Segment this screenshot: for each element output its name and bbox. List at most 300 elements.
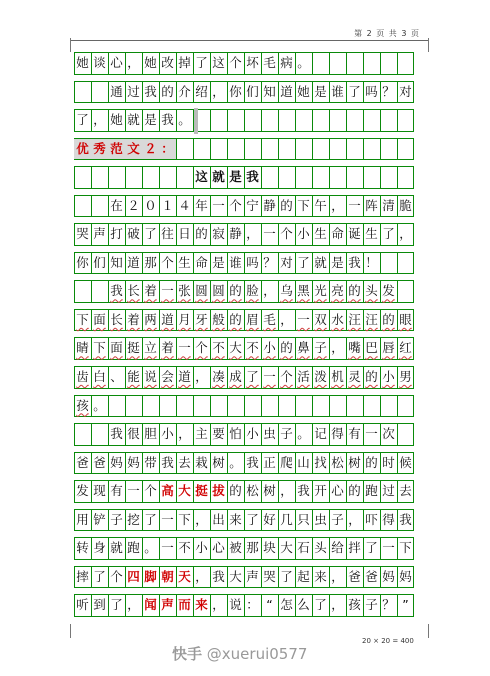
grid-cell: 说 [229,597,242,613]
watermark-brand: 快手 [172,645,203,663]
grid-cell: 一 [161,511,174,527]
grid-cell: 怕 [229,426,242,442]
grid-cell: 不 [246,340,259,356]
grid-cell: 坏 [246,55,259,71]
grid-cell: 静 [263,197,276,213]
grid-cell: 圆 [195,283,208,299]
grid-cell: 秀 [91,139,108,160]
grid-row [74,480,414,503]
grid-cell: ２ [142,139,159,160]
grid-cell: 的 [195,226,208,242]
grid-cell: 病 [280,55,293,71]
grid-cell: 我 [297,483,310,499]
grid-cell: ， [212,597,225,613]
grid-cell: 小 [382,369,395,385]
grid-cell: 跑 [127,540,140,556]
grid-cell: 一 [161,540,174,556]
grid-cell: 来 [195,597,208,613]
grid-cell [176,167,193,188]
grid-cell: 一 [178,340,191,356]
grid-cell: ： [159,139,176,160]
grid-row [74,423,414,446]
grid-cell: ０ [144,197,157,213]
grid-cell: 发 [382,283,395,299]
grid-cell: 机 [331,369,344,385]
grid-cell: 妈 [127,454,140,470]
grid-cell: 来 [229,511,242,527]
grid-cell: 妈 [110,454,123,470]
grid-cell: 带 [144,454,157,470]
grid-cell: 妈 [399,568,412,584]
grid-cell: 哭 [263,568,276,584]
grid-cell: 得 [382,511,395,527]
grid-cell: 长 [127,283,140,299]
grid-cell: 是 [212,254,225,270]
grid-cell: 。 [297,426,310,442]
grid-cell: 过 [382,483,395,499]
grid-cell: 光 [314,283,327,299]
grid-cell: 天 [178,568,191,584]
grid-cell: 谈 [93,55,106,71]
grid-cell: 一 [263,369,276,385]
grid-cell: ？ [382,83,395,99]
grid-cell: 寂 [212,226,225,242]
grid-cell: 栽 [195,454,208,470]
grid-cell: 心 [110,55,123,71]
grid-cell: 凑 [212,369,225,385]
grid-cell: 的 [161,83,174,99]
grid-row [74,81,414,104]
grid-cell: 记 [314,426,327,442]
grid-cell [74,424,91,445]
grid-cell: 块 [263,540,276,556]
grid-cell: 虫 [263,426,276,442]
grid-cell: 开 [314,483,327,499]
grid-cell: ！ [365,254,378,270]
grid-cell: ， [195,369,208,385]
grid-cell: 妈 [382,568,395,584]
grid-cell [91,167,108,188]
grid-cell: 心 [331,483,344,499]
grid-cell: 。 [93,397,106,413]
grid-cell: ， [195,511,208,527]
grid-cell: 一 [161,283,174,299]
grid-cell: 命 [195,254,208,270]
grid-cell: 一 [365,426,378,442]
grid-cell: 了 [297,254,310,270]
grid-size-footer: 20 × 20 = 400 [362,637,414,645]
grid-cell: 摔 [76,568,89,584]
grid-cell: 吗 [246,254,259,270]
grid-cell: 头 [365,283,378,299]
grid-cell: 们 [93,254,106,270]
grid-cell: 挖 [127,511,140,527]
grid-cell: 几 [280,511,293,527]
grid-cell: 有 [348,426,361,442]
grid-cell: 声 [161,597,174,613]
grid-cell: 午 [314,197,327,213]
grid-cell: 对 [280,254,293,270]
grid-cell: 会 [161,369,174,385]
grid-cell: 不 [178,540,191,556]
grid-cell: 山 [297,454,310,470]
grid-cell: 大 [178,483,191,499]
grid-cell: ， [280,311,293,327]
grid-cell: 小 [161,426,174,442]
grid-cell: 爸 [93,454,106,470]
grid-cell: 道 [178,369,191,385]
grid-cell: 吓 [365,511,378,527]
grid-cell: 的 [365,454,378,470]
grid-cell: 牙 [195,311,208,327]
grid-cell: 声 [93,226,106,242]
grid-cell: 大 [229,568,242,584]
grid-cell: ， [195,568,208,584]
grid-cell: 一 [297,311,310,327]
grid-cell: 脸 [246,283,259,299]
grid-cell: 我 [110,426,123,442]
grid-cell: 的 [229,283,242,299]
grid-cell: ４ [178,197,191,213]
grid-cell: 子 [280,426,293,442]
grid-cell: 心 [212,540,225,556]
crop-mark-top-left [70,38,71,52]
grid-cell [91,281,108,302]
grid-cell: 长 [110,311,123,327]
grid-cell: 来 [314,568,327,584]
grid-cell: 爸 [348,568,361,584]
grid-cell: 子 [110,511,123,527]
grid-cell: 下 [93,340,106,356]
grid-cell: 是 [314,83,327,99]
header-rule [70,40,428,41]
grid-cell: 吗 [365,83,378,99]
grid-cell: 是 [229,169,242,185]
grid-cell: 的 [365,369,378,385]
grid-cell: 谁 [229,254,242,270]
grid-cell: 给 [331,540,344,556]
grid-cell: 个 [195,340,208,356]
grid-cell: 你 [229,83,242,99]
grid-cell: 清 [382,197,395,213]
grid-cell: 了 [314,597,327,613]
grid-cell: 张 [178,283,191,299]
grid-cell: 个 [229,55,242,71]
grid-cell: 的 [382,311,395,327]
grid-cell: 树 [212,454,225,470]
watermark-handle: @xuerui0577 [206,645,308,663]
grid-cell: 睛 [76,340,89,356]
text-cursor [194,108,198,134]
grid-row [74,509,414,532]
grid-cell: 乌 [280,283,293,299]
grid-cell: 齿 [76,369,89,385]
grid-cell: 跑 [365,483,378,499]
grid-cell: １ [161,197,174,213]
grid-cell: 去 [399,483,412,499]
grid-cell: ， [331,340,344,356]
grid-cell: 生 [314,226,327,242]
grid-cell: 着 [144,283,157,299]
grid-row [74,195,414,218]
grid-cell: 出 [212,511,225,527]
grid-cell: 就 [127,112,140,128]
grid-cell: 时 [382,454,395,470]
grid-cell: 下 [399,540,412,556]
grid-cell: 正 [263,454,276,470]
grid-cell: 哭 [76,226,89,242]
grid-cell: 对 [399,83,412,99]
grid-cell: 泼 [314,369,327,385]
grid-cell: 小 [263,340,276,356]
grid-cell: 着 [127,311,140,327]
grid-cell: 了 [144,226,157,242]
manuscript-grid[interactable] [74,52,414,623]
grid-cell: 知 [110,254,123,270]
grid-cell: 只 [297,511,310,527]
grid-row [74,566,414,589]
grid-cell: 掉 [178,55,191,71]
grid-cell: 下 [297,197,310,213]
grid-cell: 我 [110,283,123,299]
grid-cell: 现 [93,483,106,499]
grid-cell: 唇 [382,340,395,356]
grid-cell: 亮 [331,283,344,299]
grid-cell: ， [93,112,106,128]
grid-cell [74,82,91,103]
grid-cell: ， [246,226,259,242]
grid-cell: 介 [178,83,191,99]
grid-cell: 小 [195,540,208,556]
grid-cell: 道 [161,311,174,327]
grid-cell: 松 [246,483,259,499]
grid-cell: 我 [161,112,174,128]
grid-cell: 年 [195,197,208,213]
grid-cell: 汪 [365,311,378,327]
grid-cell: ， [399,226,412,242]
grid-cell: 四 [127,568,140,584]
grid-cell: 个 [110,568,123,584]
grid-cell: 她 [110,112,123,128]
grid-cell: 发 [76,483,89,499]
grid-cell: 虫 [314,511,327,527]
grid-cell: 个 [280,226,293,242]
grid-cell: 子 [365,597,378,613]
grid-cell: 一 [348,197,361,213]
grid-cell: 、 [110,369,123,385]
grid-cell: 绍 [195,83,208,99]
grid-cell: 了 [76,112,89,128]
grid-cell: 次 [382,426,395,442]
grid-cell: 得 [331,426,344,442]
grid-cell: 大 [280,540,293,556]
grid-cell: 。 [297,55,310,71]
grid-row [74,309,414,332]
grid-cell: ， [127,55,140,71]
grid-cell [125,167,142,188]
grid-cell: 通 [110,83,123,99]
grid-cell: 起 [297,568,310,584]
grid-cell [74,196,91,217]
grid-cell: 个 [161,254,174,270]
grid-cell: 月 [178,311,191,327]
grid-cell: 双 [314,311,327,327]
grid-cell: 活 [297,369,310,385]
grid-cell: 眉 [246,311,259,327]
grid-cell: 小 [297,226,310,242]
grid-cell: 的 [348,283,361,299]
grid-cell: ？ [263,254,276,270]
grid-cell: 。 [144,540,157,556]
grid-cell: 水 [331,311,344,327]
grid-cell: 的 [280,340,293,356]
grid-cell: 下 [76,311,89,327]
grid-cell: 身 [93,540,106,556]
grid-cell: 胆 [144,426,157,442]
grid-cell: ， [212,83,225,99]
grid-cell: 了 [93,568,106,584]
grid-cell: 有 [110,483,123,499]
grid-cell: 挺 [195,483,208,499]
crop-mark-bottom-right [428,624,429,638]
grid-cell: 闻 [144,597,157,613]
grid-cell: 转 [76,540,89,556]
grid-cell: 子 [314,340,327,356]
grid-cell: 树 [348,454,361,470]
grid-cell: 一 [382,540,395,556]
grid-cell: 的 [348,483,361,499]
grid-cell: 般 [212,311,225,327]
grid-cell: 破 [127,226,140,242]
grid-cell: 毛 [263,55,276,71]
grid-cell: 的 [229,483,242,499]
grid-cell [74,281,91,302]
grid-cell: 这 [195,169,208,185]
grid-cell: 去 [178,454,191,470]
grid-cell [91,424,108,445]
grid-cell: 成 [229,369,242,385]
grid-cell: 个 [280,369,293,385]
grid-cell: 脚 [144,568,157,584]
grid-cell: 就 [212,169,225,185]
grid-cell: ， [178,426,191,442]
grid-row [74,138,414,161]
grid-cell: 眼 [399,311,412,327]
grid-cell: 了 [280,568,293,584]
grid-cell: 宁 [246,197,259,213]
grid-cell: 命 [331,226,344,242]
grid-cell: 个 [229,197,242,213]
grid-cell: 是 [144,112,157,128]
grid-cell: 日 [178,226,191,242]
grid-cell: 挺 [127,340,140,356]
grid-row [74,395,414,418]
grid-cell: 她 [76,55,89,71]
crop-mark-top-right [428,38,429,52]
grid-cell: 拔 [212,483,225,499]
grid-row [74,223,414,246]
grid-cell: 往 [161,226,174,242]
grid-cell: 爬 [280,454,293,470]
grid-cell: 你 [76,254,89,270]
grid-cell: 我 [212,568,225,584]
grid-cell: 能 [127,369,140,385]
grid-cell: 我 [246,454,259,470]
grid-cell: 在 [110,197,123,213]
grid-row [74,252,414,275]
grid-cell: 鼻 [297,340,310,356]
grid-cell: 我 [161,454,174,470]
grid-cell: 而 [178,597,191,613]
grid-cell: 男 [399,369,412,385]
grid-cell: 了 [246,511,259,527]
grid-cell: ， [331,597,344,613]
grid-cell: 那 [144,254,157,270]
grid-cell: 嘴 [348,340,361,356]
grid-cell: 我 [144,83,157,99]
grid-cell: ， [280,483,293,499]
grid-cell: 过 [127,83,140,99]
grid-cell: 小 [246,426,259,442]
grid-cell [108,167,125,188]
grid-cell: 的 [229,311,242,327]
grid-cell: 拌 [348,540,361,556]
grid-cell: 。 [229,454,242,470]
grid-cell: 了 [348,83,361,99]
grid-cell: 生 [178,254,191,270]
grid-cell: 。 [178,112,191,128]
grid-cell: 了 [110,597,123,613]
grid-cell: 石 [297,540,310,556]
grid-cell: 的 [280,197,293,213]
grid-cell: 我 [399,511,412,527]
grid-cell: 文 [125,139,142,160]
grid-cell: 孩 [348,597,361,613]
grid-cell: 大 [229,340,242,356]
grid-cell: 高 [161,483,174,499]
grid-cell: 谁 [331,83,344,99]
grid-cell: 就 [110,540,123,556]
grid-cell: 灵 [348,369,361,385]
grid-cell: 了 [365,540,378,556]
grid-row [74,452,414,475]
grid-cell: 爸 [76,454,89,470]
grid-cell: 红 [399,340,412,356]
grid-cell: 着 [161,340,174,356]
grid-row [74,52,414,75]
grid-cell: 这 [212,55,225,71]
grid-cell [91,82,108,103]
grid-cell: 阵 [365,197,378,213]
grid-cell: ， [127,597,140,613]
grid-cell: 知 [263,83,276,99]
grid-cell: 子 [331,511,344,527]
grid-cell: 她 [144,55,157,71]
grid-cell: 到 [93,597,106,613]
grid-cell: 声 [246,568,259,584]
grid-cell: 就 [314,254,327,270]
grid-cell: 诞 [348,226,361,242]
grid-cell: 脆 [399,197,412,213]
grid-cell: 面 [110,340,123,356]
grid-cell: ： [246,597,259,613]
grid-cell: 一 [263,226,276,242]
grid-cell: 么 [297,597,310,613]
grid-cell: 树 [263,483,276,499]
grid-cell [74,167,91,188]
grid-row [74,337,414,360]
grid-cell: 们 [246,83,259,99]
